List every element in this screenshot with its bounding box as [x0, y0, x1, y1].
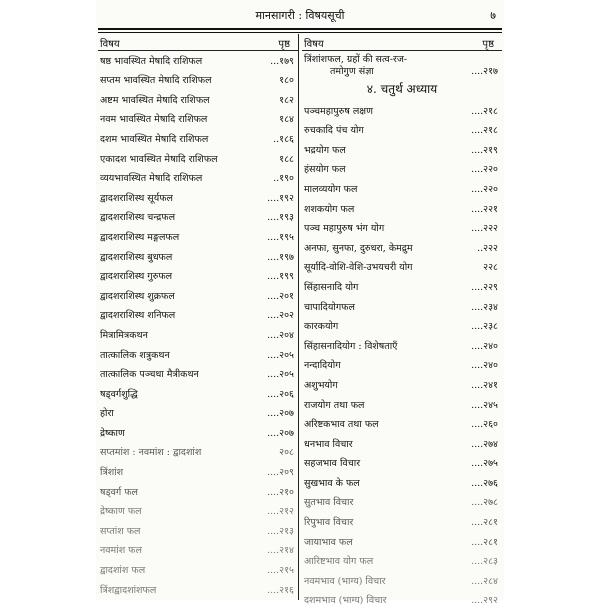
toc-entry-title: सप्तांश फल — [100, 525, 141, 537]
chapter-heading-text: ४. चतुर्थ अध्याय — [366, 82, 438, 96]
toc-entry — [302, 121, 502, 141]
toc-entry-title: तात्कालिक शत्रुकथन — [100, 349, 170, 361]
toc-entry-page: २०८ — [279, 447, 294, 459]
toc-entry — [98, 404, 298, 424]
toc-entry-page: ....२१२ — [267, 506, 294, 518]
toc-entry-title: द्वादशराशिस्थ सूर्यफल — [100, 192, 173, 204]
toc-entry-page: ....२७५ — [471, 458, 498, 470]
toc-entry — [98, 169, 298, 189]
toc-entry-page: ....२०१ — [267, 290, 294, 302]
toc-entry-page: ....२०९ — [267, 467, 294, 479]
toc-entry-page: ....२८४ — [471, 575, 498, 587]
left-column-heading — [98, 36, 298, 51]
toc-entry — [302, 415, 502, 435]
toc-entry-title: हंसयोग फल — [304, 164, 346, 176]
toc-entry-title: नवमभाव (भाग्य) विचार — [304, 575, 386, 587]
toc-entry-title: रिपुभाव विचार — [304, 517, 354, 529]
toc-entry-title: भद्रयोग फल — [304, 144, 346, 156]
toc-entry-page: ....२२० — [471, 183, 498, 195]
toc-entry — [98, 110, 298, 130]
running-header — [96, 6, 504, 24]
toc-entry-title: अष्टम भावस्थित मेषादि राशिफल — [100, 94, 210, 106]
toc-entry-title: होरा — [100, 408, 114, 420]
toc-entry — [98, 521, 298, 541]
toc-entry — [98, 384, 298, 404]
toc-entry — [302, 179, 502, 199]
toc-entry-page: ....२०४ — [267, 329, 294, 341]
toc-entry — [98, 149, 298, 169]
toc-entry — [302, 199, 502, 219]
toc-entry-page: ....२१७ — [471, 66, 498, 77]
toc-entry-title-continued: तमोगुण संज्ञा — [330, 66, 374, 77]
left-heading-subject: विषय — [100, 39, 120, 50]
toc-entry — [302, 552, 502, 572]
toc-entry-title: द्वादशांश फल — [100, 565, 146, 577]
toc-entry — [98, 365, 298, 385]
toc-entry-title: एकादश भावस्थित मेषादि राशिफल — [100, 153, 218, 165]
toc-entry — [302, 238, 502, 258]
toc-entry — [302, 571, 502, 591]
toc-entry — [98, 580, 298, 600]
toc-entry — [98, 90, 298, 110]
toc-entry-page: ....२१४ — [267, 545, 294, 557]
toc-entry — [302, 140, 502, 160]
header-rule-thin — [98, 32, 502, 33]
toc-entry — [302, 160, 502, 180]
toc-entry — [302, 512, 502, 532]
toc-entry-title: अनफा, सुनफा, दुरुधरा, केमद्रुम — [304, 242, 413, 254]
toc-entry-page: ....२८३ — [471, 556, 498, 568]
toc-entry-page: ....२२२ — [471, 223, 498, 235]
toc-entry-page: ...१७९ — [270, 55, 294, 67]
toc-entry-title: सुतभाव विचार — [304, 497, 354, 509]
toc-entry-page: ....१९९ — [267, 271, 294, 283]
toc-entry-page: १८२ — [279, 94, 294, 106]
toc-entry — [302, 101, 502, 121]
right-heading-page: पृष्ठ — [482, 39, 494, 50]
toc-entry-title: षड्वर्गशुद्धि — [100, 388, 138, 400]
toc-entry-title: दशमभाव (भाग्य) विचार — [304, 595, 387, 607]
toc-entry-title: पञ्च महापुरुष भंग योग — [304, 223, 385, 235]
toc-entry-title: तात्कालिक पञ्चधा मैत्रीकथन — [100, 369, 199, 381]
toc-entry-title: सिंहासनादि योग — [304, 281, 359, 293]
column-divider — [298, 34, 299, 600]
toc-entry-title: जायाभाव फल — [304, 536, 353, 548]
toc-entry-title: मालव्ययोग फल — [304, 183, 358, 195]
toc-entry-title: धनभाव विचार — [304, 438, 353, 450]
toc-entry-page: ....२०५ — [267, 369, 294, 381]
toc-entry-title: राजयोग तथा फल — [304, 399, 365, 411]
toc-entry-page: १८८ — [279, 153, 294, 165]
toc-entry-title: चापादियोगफल — [304, 301, 355, 313]
toc-entry-page: ....२८१ — [471, 536, 498, 548]
toc-entry-title: आरिष्टभाव योग फल — [304, 556, 374, 568]
toc-entry-title: सहजभाव विचार — [304, 458, 361, 470]
toc-entry-title: सप्तमांश : नवमांश : द्वादशांश — [100, 447, 202, 459]
header-title: मानसागरी : विषयसूची — [255, 9, 345, 22]
toc-entry-title: सुखभाव के फल — [304, 477, 360, 489]
toc-entry — [302, 493, 502, 513]
toc-entry — [302, 473, 502, 493]
toc-entry-page: ..२२२ — [477, 242, 498, 254]
toc-entry — [302, 336, 502, 356]
toc-entry — [98, 227, 298, 247]
toc-entry — [98, 482, 298, 502]
toc-entry-page: ....२०७ — [267, 427, 294, 439]
toc-entry-title: दशम भावस्थित मेषादि राशिफल — [100, 133, 209, 145]
toc-entry-title: द्वादशराशिस्थ मङ्गलफल — [100, 231, 180, 243]
toc-entry-page: ....२८१ — [471, 517, 498, 529]
toc-entry-page: ..१८६ — [273, 133, 294, 145]
toc-entry-page: ....२७४ — [471, 438, 498, 450]
toc-entry-title: शशकयोग फल — [304, 203, 355, 215]
toc-entry-page: ....२६० — [471, 419, 498, 431]
toc-entry — [302, 591, 502, 610]
toc-entry — [98, 267, 298, 287]
chapter-heading — [302, 79, 502, 101]
toc-entry — [302, 297, 502, 317]
left-column — [98, 36, 298, 600]
toc-entry — [98, 423, 298, 443]
toc-entry-page: ....२२९ — [471, 281, 498, 293]
toc-entry — [302, 395, 502, 415]
toc-entry — [98, 286, 298, 306]
toc-entry-page: ....२७६ — [471, 477, 498, 489]
book-page — [96, 0, 504, 607]
toc-entry-title: त्रिंशांशफल, ग्रहों की सत्व-रज- — [304, 54, 408, 65]
toc-entry-title: नवम भावस्थित मेषादि राशिफल — [100, 114, 208, 126]
toc-entry — [302, 317, 502, 337]
toc-entry — [98, 541, 298, 561]
toc-entry-title: सूर्यादि-वोशि-वेशि-उभयचरी योग — [304, 262, 413, 274]
toc-entry — [302, 277, 502, 297]
toc-entry — [98, 325, 298, 345]
toc-entry-page: ....२१८ — [471, 105, 498, 117]
toc-entry-page: ....२१६ — [267, 584, 294, 596]
toc-entry-page: ....२३४ — [471, 301, 498, 313]
toc-entry-page: १८० — [279, 75, 294, 87]
toc-entry — [98, 129, 298, 149]
toc-entry-page: ....२७८ — [471, 497, 498, 509]
toc-entry-page: ....२४० — [471, 340, 498, 352]
toc-entry-page: ....२४१ — [471, 379, 498, 391]
toc-entry — [98, 502, 298, 522]
toc-entry — [98, 443, 298, 463]
toc-entry-title: रुचकादि पंच योग — [304, 125, 364, 137]
toc-entry-page: ....१९७ — [267, 251, 294, 263]
toc-entry-title: अरिष्टकभाव तथा फल — [304, 419, 379, 431]
toc-entry-page: ....१९५ — [267, 231, 294, 243]
right-heading-subject: विषय — [304, 39, 324, 50]
toc-entry — [302, 51, 502, 79]
toc-entry-page: ....२१९ — [471, 144, 498, 156]
toc-entry — [98, 51, 298, 71]
toc-entry — [98, 306, 298, 326]
right-column-heading — [302, 36, 502, 51]
page-number: ७ — [490, 9, 496, 22]
toc-entry — [98, 345, 298, 365]
toc-entry — [98, 188, 298, 208]
toc-entry-page: ..१९० — [273, 173, 294, 185]
toc-entry-title: पञ्चमहापुरुष लक्षण — [304, 105, 373, 117]
toc-entry-title: द्वादशराशिस्थ बुधफल — [100, 251, 173, 263]
toc-entry-title: कारकयोग — [304, 321, 339, 333]
toc-entry — [302, 454, 502, 474]
toc-entry-page: ....२०२ — [267, 310, 294, 322]
toc-entry-page: ....२१८ — [471, 125, 498, 137]
right-column — [302, 36, 502, 610]
left-heading-page: पृष्ठ — [278, 39, 290, 50]
toc-entry-page: ....२०७ — [267, 408, 294, 420]
toc-entry — [302, 434, 502, 454]
toc-entry-title: मित्रामित्रकथन — [100, 329, 148, 341]
toc-entry-title: सप्तम भावस्थित मेषादि राशिफल — [100, 75, 212, 87]
toc-entry-page: ....१९२ — [267, 192, 294, 204]
toc-entry — [98, 71, 298, 91]
toc-entry-title: व्ययभावस्थित मेषादि राशिफल — [100, 173, 203, 185]
toc-entry-title: द्वादशराशिस्थ शनिफल — [100, 310, 176, 322]
toc-entry-page: ....२२१ — [471, 203, 498, 215]
toc-entry-page: ....२१० — [267, 486, 294, 498]
toc-entry-page: ....२२० — [471, 164, 498, 176]
toc-entry-page: ....२१३ — [267, 525, 294, 537]
toc-entry-page: ....२४५ — [471, 399, 498, 411]
toc-entry-title: द्वादशराशिस्थ शुक्रफल — [100, 290, 175, 302]
toc-entry-page: ....२१५ — [267, 565, 294, 577]
toc-entry-page: ....२०६ — [267, 388, 294, 400]
toc-entry-title: षड्वर्ग फल — [100, 486, 138, 498]
toc-entry-title: नन्दादियोग — [304, 360, 341, 372]
toc-entry-title: द्वादशराशिस्थ गुरुफल — [100, 271, 173, 283]
toc-entry-page: ....२९२ — [471, 595, 498, 607]
toc-entry — [302, 356, 502, 376]
toc-entry — [302, 258, 502, 278]
toc-entry-page: ....१९३ — [267, 212, 294, 224]
toc-entry — [98, 560, 298, 580]
toc-entry-page: २२८ — [483, 262, 498, 274]
toc-entry-title: अशुभयोग — [304, 379, 338, 391]
toc-entry — [98, 208, 298, 228]
toc-entry — [98, 462, 298, 482]
toc-entry-page: १८४ — [279, 114, 294, 126]
toc-entry — [302, 375, 502, 395]
header-rule-thick — [98, 28, 502, 30]
toc-entry-title: सिंहासनादियोग : विशेषताएँ — [304, 340, 398, 352]
toc-entry-title: त्रिंशद्वादशांशफल — [100, 584, 157, 596]
toc-entry-title: द्रेष्काण फल — [100, 506, 142, 518]
toc-entry-page: ....२०५ — [267, 349, 294, 361]
toc-entry-page: ....२४० — [471, 360, 498, 372]
toc-entry-title: द्रेष्काण — [100, 427, 125, 439]
toc-entry — [98, 247, 298, 267]
toc-entry-title: त्रिंशांश — [100, 467, 124, 479]
toc-entry-title: षष्ठ भावस्थित मेषादि राशिफल — [100, 55, 203, 67]
toc-entry-title: नवमांश फल — [100, 545, 142, 557]
toc-entry — [302, 532, 502, 552]
toc-entry-title: द्वादशराशिस्थ चन्द्रफल — [100, 212, 176, 224]
toc-entry-page: ....२३८ — [471, 321, 498, 333]
toc-entry — [302, 219, 502, 239]
